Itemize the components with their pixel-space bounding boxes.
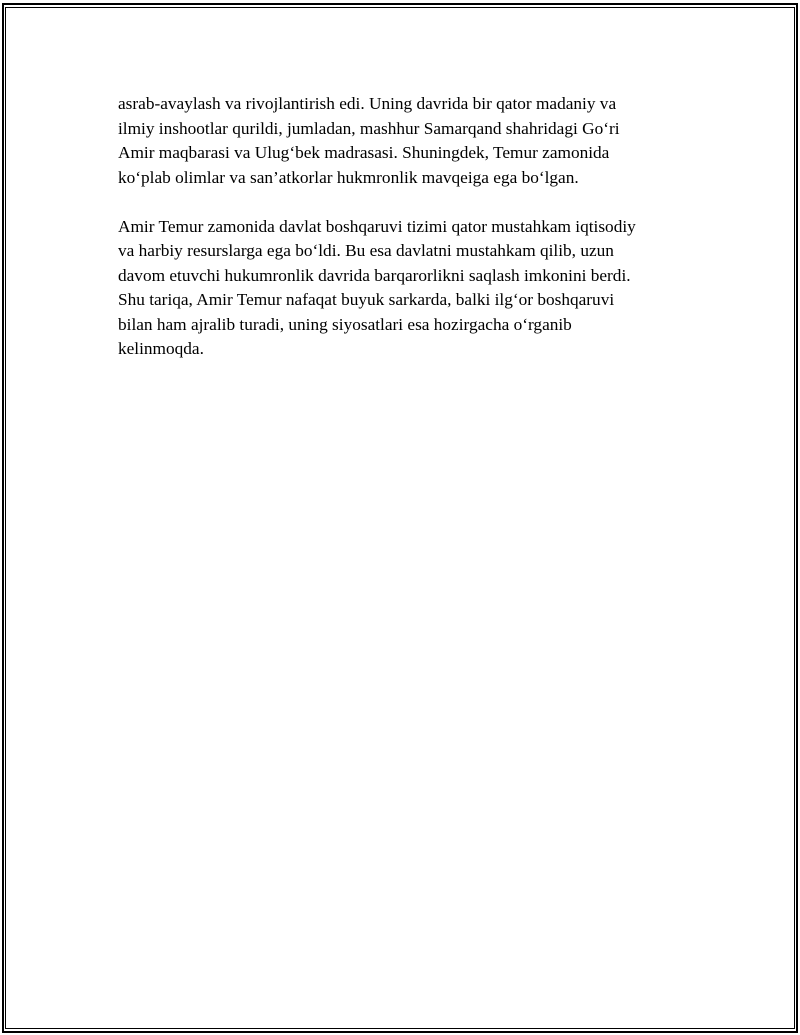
text-line: va harbiy resurslarga ega bo‘ldi. Bu esa davlatni mustahkam qilib, uzun	[118, 241, 614, 260]
text-line: kelinmoqda.	[118, 339, 204, 358]
paragraph-1	[118, 92, 678, 190]
text-line: Amir maqbarasi va Ulug‘bek madrasasi. Shuningdek, Temur zamonida	[118, 143, 610, 162]
text-line: Amir Temur zamonida davlat boshqaruvi tizimi qator mustahkam iqtisodiy	[118, 216, 636, 236]
text-line: ilmiy inshootlar qurildi, jumladan, mashhur Samarqand shahridagi Go‘ri	[118, 118, 620, 138]
text-line: asrab-avaylash va rivojlantirish edi. Uning davrida bir qator madaniy va	[118, 94, 617, 113]
text-line: davom etuvchi hukumronlik davrida barqarorlikni saqlash imkonini berdi.	[118, 265, 631, 285]
text-line: Shu tariqa, Amir Temur nafaqat buyuk sarkarda, balki ilg‘or boshqaruvi	[118, 290, 615, 309]
document-body	[118, 92, 678, 386]
paragraph-2	[118, 215, 678, 362]
text-line: bilan ham ajralib turadi, uning siyosatlari esa hozirgacha o‘rganib	[118, 314, 572, 334]
text-line: ko‘plab olimlar va san’atkorlar hukmronlik mavqeiga ega bo‘lgan.	[118, 167, 579, 187]
